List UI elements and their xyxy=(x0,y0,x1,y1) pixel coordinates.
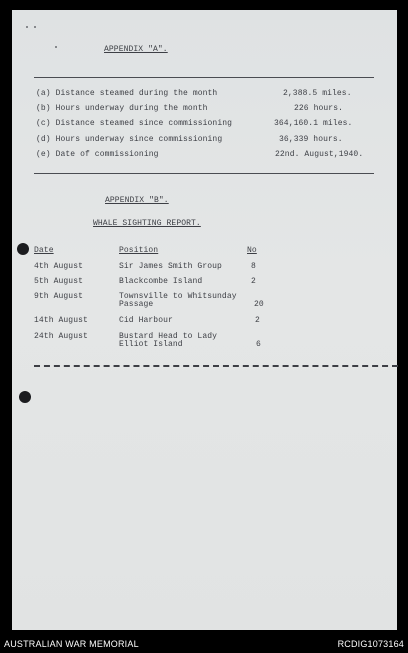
appendix-a-title: APPENDIX "A". xyxy=(104,45,168,54)
paper-speck xyxy=(26,26,28,28)
appendix-a-label: (c) Distance steamed since commissioning xyxy=(36,119,233,128)
appendix-a-value: 2,388.5 miles. xyxy=(283,89,352,98)
appendix-a-label: (a) Distance steamed during the month xyxy=(36,89,218,98)
appendix-a-bottom-rule xyxy=(34,173,374,174)
sighting-count: 8 xyxy=(251,262,256,271)
sighting-date: 9th August xyxy=(34,292,84,301)
appendix-a-label: (b) Hours underway during the month xyxy=(36,104,208,113)
col-header-date: Date xyxy=(34,246,54,255)
sighting-position: Cid Harbour xyxy=(119,316,173,325)
archive-record-id: RCDIG1073164 xyxy=(337,639,404,649)
appendix-a-value: 364,160.1 miles. xyxy=(274,119,353,128)
section-divider xyxy=(34,365,398,367)
appendix-a-value: 226 hours. xyxy=(294,104,344,113)
sighting-position: Bustard Head to Lady xyxy=(119,332,218,341)
sighting-count: 2 xyxy=(255,316,260,325)
col-header-position: Position xyxy=(119,246,159,255)
sighting-count: 20 xyxy=(254,300,264,309)
sighting-position: Townsville to Whitsunday xyxy=(119,292,237,301)
punch-hole xyxy=(17,243,29,255)
whale-report-subtitle: WHALE SIGHTING REPORT. xyxy=(93,219,201,228)
appendix-a-top-rule xyxy=(34,77,374,78)
document-page xyxy=(12,10,397,630)
paper-speck xyxy=(55,46,57,48)
sighting-date: 24th August xyxy=(34,332,88,341)
paper-speck xyxy=(34,26,36,28)
sighting-position: Sir James Smith Group xyxy=(119,262,222,271)
sighting-count: 2 xyxy=(251,277,256,286)
appendix-a-value: 22nd. August,1940. xyxy=(275,150,364,159)
appendix-a-label: (e) Date of commissioning xyxy=(36,150,159,159)
appendix-a-label: (d) Hours underway since commissioning xyxy=(36,135,223,144)
sighting-date: 14th August xyxy=(34,316,88,325)
appendix-a-value: 36,339 hours. xyxy=(279,135,343,144)
sighting-position: Blackcombe Island xyxy=(119,277,203,286)
archive-credit: AUSTRALIAN WAR MEMORIAL xyxy=(4,639,139,649)
sighting-count: 6 xyxy=(256,340,261,349)
sighting-position-cont: Elliot Island xyxy=(119,340,183,349)
punch-hole xyxy=(19,391,31,403)
sighting-date: 5th August xyxy=(34,277,84,286)
sighting-position-cont: Passage xyxy=(119,300,154,309)
sighting-date: 4th August xyxy=(34,262,84,271)
col-header-no: No xyxy=(247,246,257,255)
appendix-b-title: APPENDIX "B". xyxy=(105,196,169,205)
